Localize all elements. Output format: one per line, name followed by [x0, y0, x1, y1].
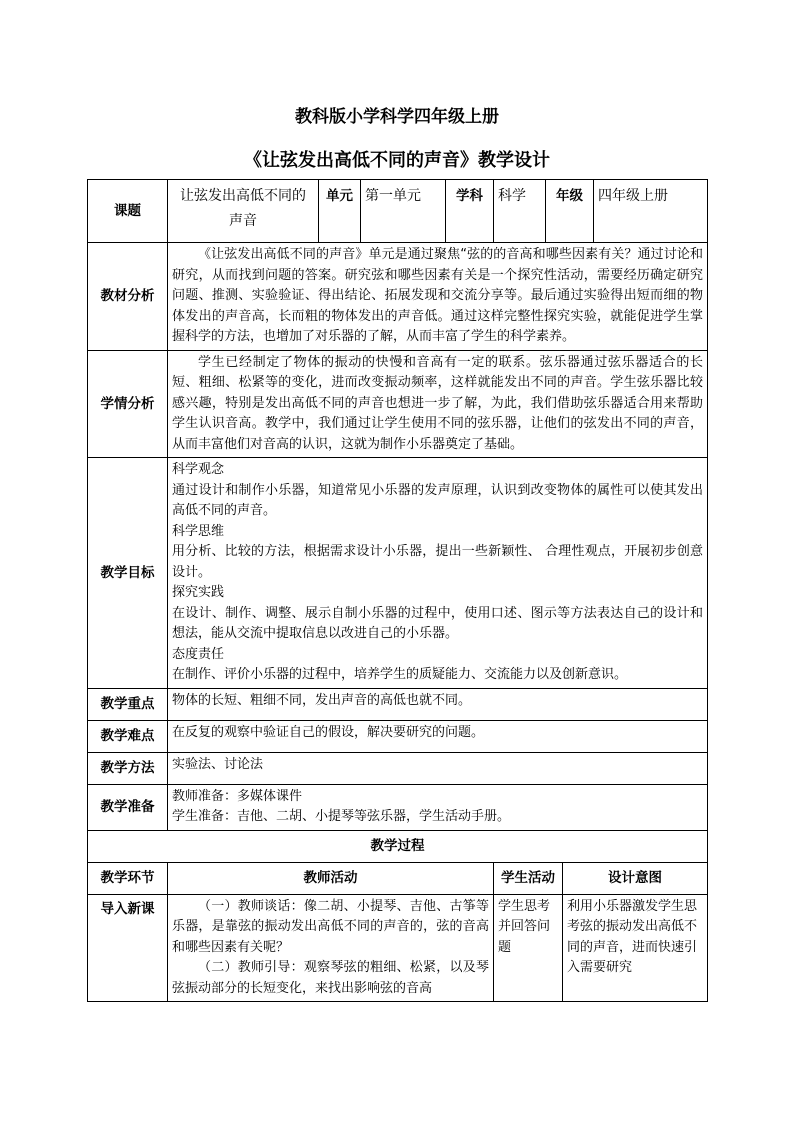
process-title-row	[88, 830, 708, 862]
difficulty-text: 在反复的观察中验证自己的假设，解决要研究的问题。	[168, 720, 708, 752]
teacher-preparation: 教师准备：多媒体课件	[172, 788, 303, 804]
material-analysis-label: 教材分析	[88, 243, 168, 351]
key-point-text: 物体的长短、粗细不同，发出声音的高低也就不同。	[168, 688, 708, 720]
method-row	[88, 752, 708, 784]
student-analysis-text: 学生已经制定了物体的振动的快慢和音高有一定的联系。弦乐器通过弦乐器适合的长短、粗细、松紧等的变化，进而改变振动频率，这样就能发出不同的声音。学生弦乐器比较感兴趣，特别是发出高低不同的声音也想进一步了解，为此，我们借助弦乐器适合用来帮助学生认识音高。教学中，我们通过让学生使用不同的弦乐器，让他们的弦发出不同的声音，从而丰富他们对音高的认识，这就为制作小乐器奠定了基础。	[168, 350, 708, 458]
preparation-row	[88, 784, 708, 830]
column-stage: 教学环节	[88, 862, 168, 894]
student-analysis-label: 学情分析	[88, 350, 168, 458]
stage-intro: 导入新课	[88, 894, 168, 1002]
topic-label: 课题	[88, 180, 168, 243]
preparation-label: 教学准备	[88, 784, 168, 830]
teacher-activity-intro	[168, 894, 494, 1002]
document-title: 教科版小学科学四年级上册	[295, 107, 499, 127]
teaching-goals-row	[88, 458, 708, 689]
key-point-label: 教学重点	[88, 688, 168, 720]
design-intent-intro: 利用小乐器激发学生思考弦的振动发出高低不同的声音，进而快速引入需要研究	[563, 894, 708, 1002]
difficulty-label: 教学难点	[88, 720, 168, 752]
goal-text-practice: 在设计、制作、调整、展示自制小乐器的过程中，使用口述、图示等方法表达自己的设计和想法，能从交流中提取信息以改进自己的小乐器。	[172, 605, 703, 641]
key-point-row	[88, 688, 708, 720]
difficulty-row	[88, 720, 708, 752]
lesson-plan-table	[87, 179, 708, 1002]
unit-value: 第一单元	[361, 180, 446, 243]
student-activity-intro: 学生思考并回答问题	[494, 894, 563, 1002]
teacher-activity-step-1: （一）教师谈话：像二胡、小提琴、吉他、古筝等乐器，是靠弦的振动发出高低不同的声音的，弦的音高和哪些因素有关呢？	[172, 898, 489, 955]
goal-text-attitude: 在制作、评价小乐器的过程中，培养学生的质疑能力、交流能力以及创新意识。	[172, 667, 628, 682]
document-subtitle: 《让弦发出高低不同的声音》教学设计	[244, 150, 550, 171]
goal-heading-practice: 探究实践	[172, 585, 225, 600]
teacher-activity-step-2: （二）教师引导：观察琴弦的粗细、松紧，以及琴弦振动部分的长短变化，来找出影响弦的音高	[172, 960, 489, 996]
teaching-goals-content	[168, 458, 708, 689]
process-header-row	[88, 862, 708, 894]
subject-label: 学科	[446, 180, 494, 243]
column-student-activity: 学生活动	[494, 862, 563, 894]
material-analysis-row	[88, 243, 708, 351]
goal-text-thinking: 用分析、比较的方法，根据需求设计小乐器，提出一些新颖性、 合理性观点，开展初步创意设计。	[172, 544, 703, 580]
goal-text-concept: 通过设计和制作小乐器，知道常见小乐器的发声原理，认识到改变物体的属性可以使其发出高低不同的声音。	[172, 482, 703, 518]
goal-heading-concept: 科学观念	[172, 462, 225, 477]
unit-label: 单元	[319, 180, 361, 243]
grade-label: 年级	[546, 180, 594, 243]
column-teacher-activity: 教师活动	[168, 862, 494, 894]
goal-heading-thinking: 科学思维	[172, 523, 225, 539]
process-row-intro	[88, 894, 708, 1002]
info-row	[88, 180, 708, 243]
grade-value: 四年级上册	[594, 180, 708, 243]
material-analysis-text: 《让弦发出高低不同的声音》单元是通过聚焦“弦的的音高和哪些因素有关？通过讨论和研究，从而找到问题的答案。研究弦和哪些因素有关是一个探究性活动，需要经历确定研究问题、推测、实验验证、得出结论、拓展发现和交流分享等。最后通过实验得出短而细的物体发出的声音高，长而粗的物体发出的声音低。通过这样完整性探究实验，就能促进学生掌握科学的方法，也增加了对乐器的了解，从而丰富了学生的科学素养。	[168, 243, 708, 351]
subject-value: 科学	[494, 180, 546, 243]
preparation-content	[168, 784, 708, 830]
topic-value: 让弦发出高低不同的声音	[168, 180, 319, 243]
method-label: 教学方法	[88, 752, 168, 784]
process-title: 教学过程	[88, 830, 708, 862]
column-design-intent: 设计意图	[563, 862, 708, 894]
student-preparation: 学生准备：吉他、二胡、小提琴等弦乐器，学生活动手册。	[172, 809, 511, 824]
teaching-goals-label: 教学目标	[88, 458, 168, 689]
method-text: 实验法、讨论法	[168, 752, 708, 784]
student-analysis-row	[88, 350, 708, 458]
goal-heading-attitude: 态度责任	[172, 646, 225, 662]
